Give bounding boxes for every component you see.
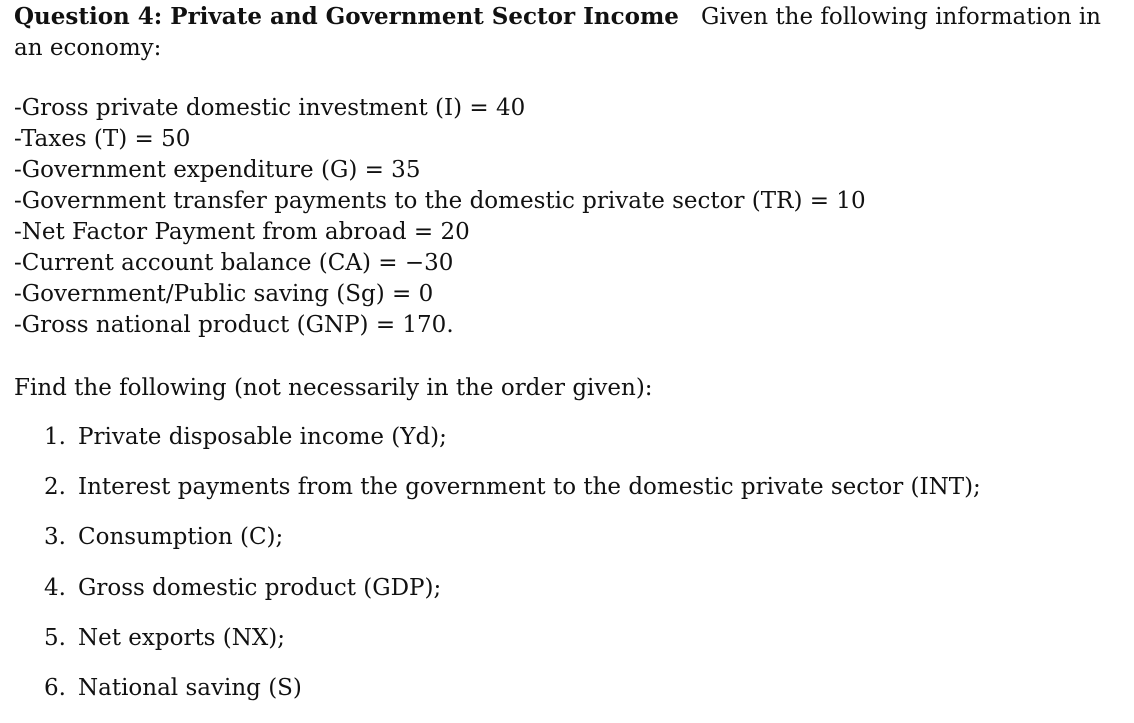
question-intro-second: an economy: [14, 35, 162, 61]
given-item: -Government transfer payments to the domestic private sector (TR) = 10 [14, 188, 866, 214]
find-item-number: 2. [44, 474, 66, 501]
question-heading [14, 2, 1114, 32]
find-item-number: 5. [44, 624, 66, 651]
given-item: -Net Factor Payment from abroad = 20 [14, 219, 470, 245]
given-item: -Government/Public saving (Sg) = 0 [14, 281, 434, 307]
given-item: -Government expenditure (G) = 35 [14, 157, 421, 183]
find-item-text: Private disposable income (Yd); [78, 424, 447, 450]
find-item-text: National saving (S) [78, 674, 302, 701]
find-item [44, 522, 981, 572]
find-item-number: 4. [44, 574, 66, 601]
find-item-text: Consumption (C); [78, 524, 284, 551]
given-item: -Current account balance (CA) = −30 [14, 250, 454, 276]
find-item-number: 3. [44, 524, 66, 551]
find-item [44, 573, 981, 623]
given-item: -Taxes (T) = 50 [14, 126, 191, 152]
find-item [44, 472, 981, 522]
given-information-list [14, 93, 866, 341]
find-item-number: 1. [44, 424, 66, 450]
given-item: -Gross national product (GNP) = 170. [14, 312, 454, 338]
given-item: -Gross private domestic investment (I) = 40 [14, 95, 526, 121]
find-item-text: Interest payments from the government to the domestic private sector (INT); [78, 474, 981, 501]
find-item-text: Net exports (NX); [78, 624, 285, 651]
question-intro-first: Given the following information in [700, 4, 1101, 30]
find-item-number: 6. [44, 674, 66, 701]
find-item [44, 422, 981, 472]
find-list [44, 422, 981, 723]
find-intro: Find the following (not necessarily in the order given): [14, 375, 653, 401]
find-item-text: Gross domestic product (GDP); [78, 574, 442, 601]
find-item [44, 673, 981, 723]
find-item [44, 623, 981, 673]
question-title: Question 4: Private and Government Sector Income [14, 3, 679, 30]
